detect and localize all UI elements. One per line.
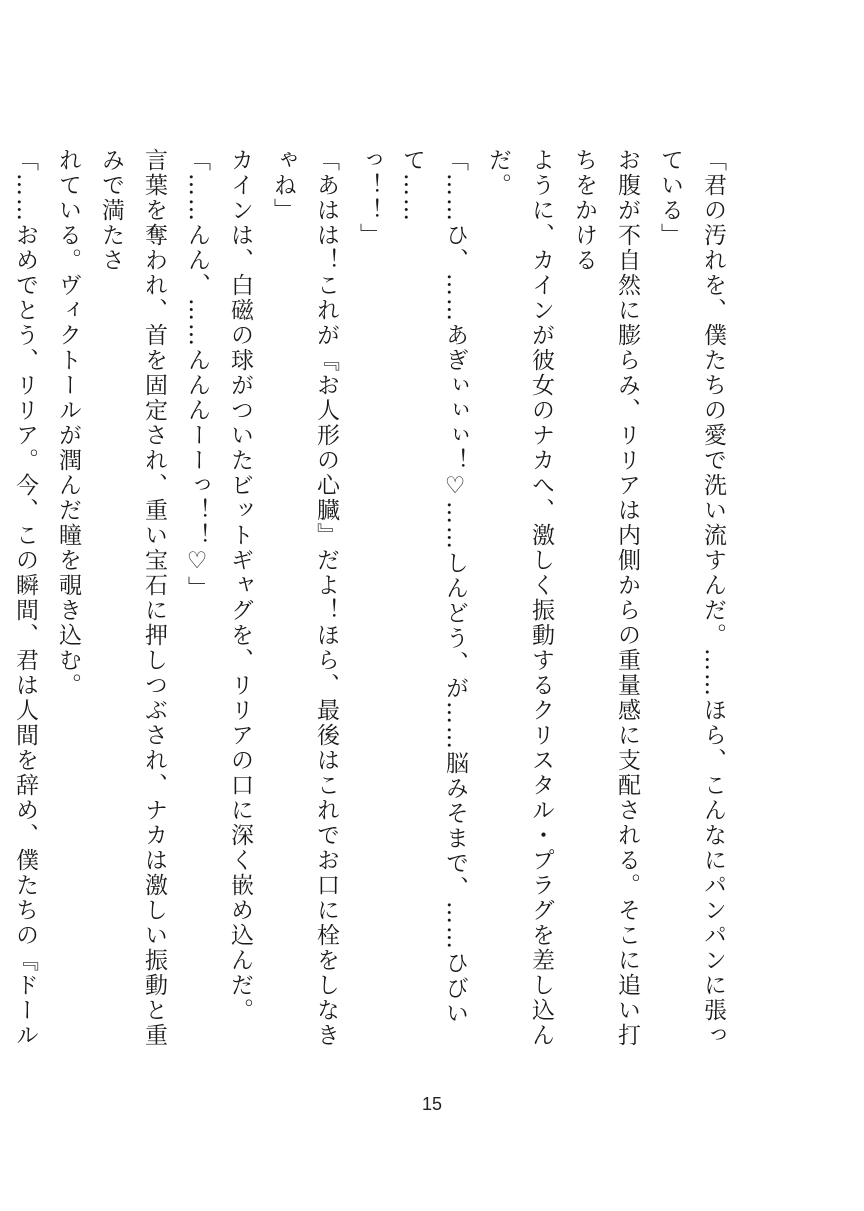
text-line: 「君の汚れを、僕たちの愛で洗い流すんだ。……ほら、こんなにパンパンに張っている」 (657, 148, 726, 1048)
body-text (0, 148, 734, 1048)
text-line: 「……んん、……んんんーーっ！！♡」 (184, 148, 210, 601)
text-line: 「あはは！これが『お人形の心臓』だよ！ほら、最後はこれでお口に栓をしなきゃね」 (270, 148, 339, 1048)
text-line: カインは、白磁の球がついたビットギャグを、リリアの口に深く嵌め込んだ。 (227, 148, 253, 1023)
text-line: ように、カインが彼女のナカへ、激しく振動するクリスタル・プラグを差し込んだ。 (485, 148, 554, 1048)
text-line: 「……ひ、……あぎぃぃぃ！♡……しんどう、が……脳みそまで、……ひびいて…… (399, 148, 468, 1026)
text-line: れている。ヴィクトールが潤んだ瞳を覗き込む。 (55, 148, 81, 698)
text-line: 「……おめでとう、リリア。今、この瞬間、君は人間を辞め、僕たちの『ドール (12, 148, 38, 1048)
text-line: お腹が不自然に膨らみ、リリアは内側からの重量感に支配される。そこに追い打ちをかける (571, 148, 640, 1048)
page-number: 15 (421, 1094, 443, 1114)
text-line: 言葉を奪われ、首を固定され、重い宝石に押しつぶされ、ナカは激しい振動と重みで満たさ (98, 148, 167, 1048)
text-line: っ！！」 (356, 148, 382, 248)
